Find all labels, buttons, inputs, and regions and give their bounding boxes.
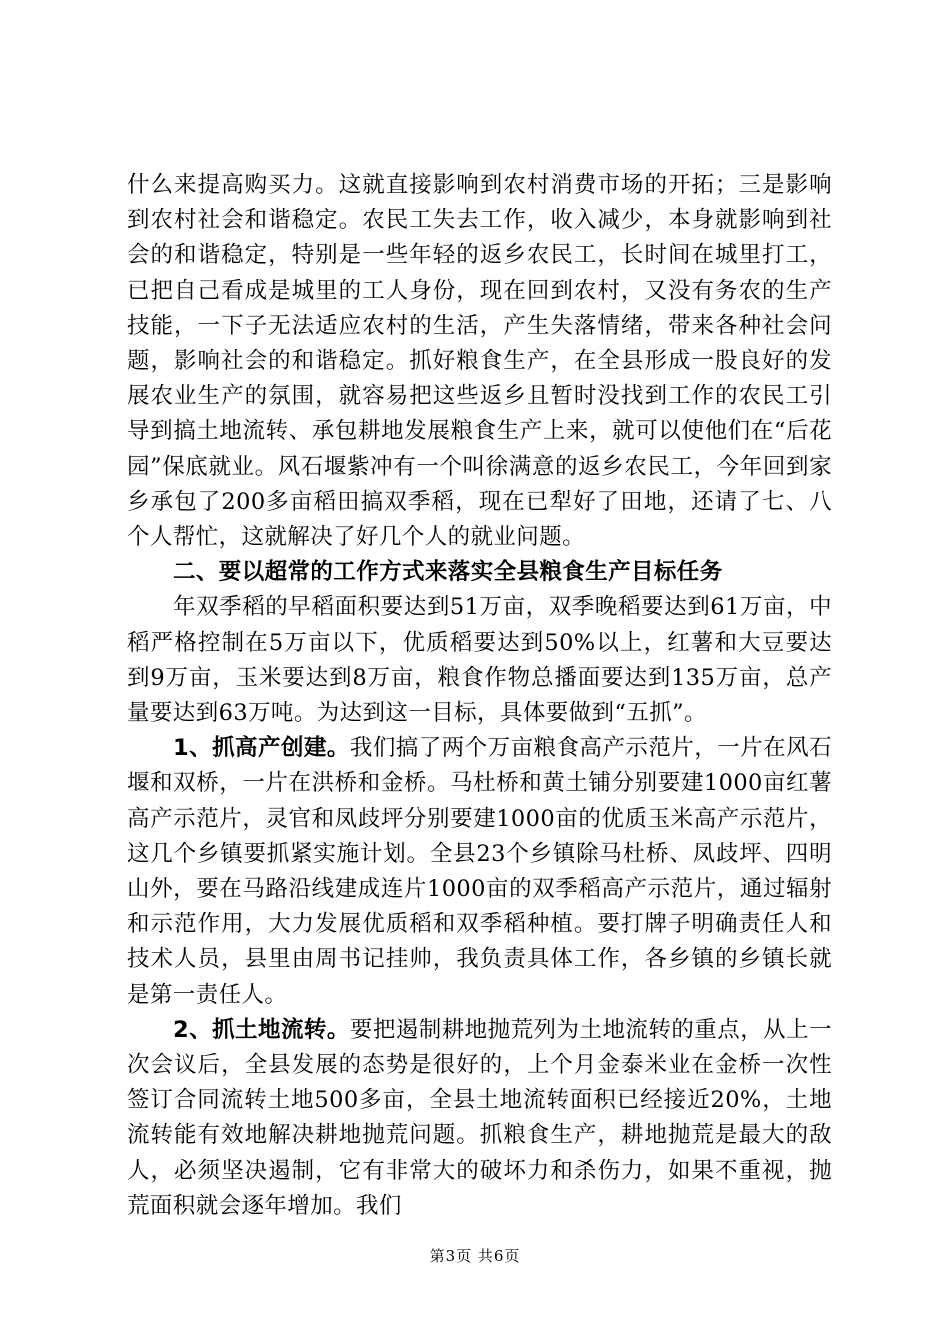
document-body (127, 168, 832, 1224)
paragraph-continuation: 什么来提高购买力。这就直接影响到农村消费市场的开拓；三是影响到农村社会和谐稳定。农民工失去工作，收入减少，本身就影响到社会的和谐稳定，特别是一些年轻的返乡农民工，长时间在城里打工，已把自己看成是城里的工人身份，现在回到农村，又没有务农的生产技能，一下子无法适应农村的生活，产生失落情绪，带来各种社会问题，影响社会的和谐稳定。抓好粮食生产，在全县形成一股良好的发展农业生产的氛围，就容易把这些返乡且暂时没找到工作的农民工引导到搞土地流转、承包耕地发展粮食生产上来，就可以使他们在“后花园”保底就业。风石堰紫冲有一个叫徐满意的返乡农民工，今年回到家乡承包了200多亩稻田搞双季稻，现在已犁好了田地，还请了七、八个人帮忙，这就解决了好几个人的就业问题。 (127, 172, 832, 551)
paragraph-land-transfer (127, 1013, 832, 1224)
page-footer: 第3页 共6页 (429, 1247, 521, 1265)
paragraph-targets: 年双季稻的早稻面积要达到51万亩，双季晚稻要达到61万亩，中稻严格控制在5万亩以下，优质稻要达到50%以上，红薯和大豆要达到9万亩，玉米要达到8万亩，粮食作物总播面要达到135万亩，总产量要达到63万吨。为达到这一目标，具体要做到“五抓”。 (127, 594, 832, 727)
paragraph-text-high-yield: 我们搞了两个万亩粮食高产示范片，一片在风石堰和双桥，一片在洪桥和金桥。马杜桥和黄土铺分别要建1000亩红薯高产示范片，灵官和凤歧坪分别要建1000亩的优质玉米高产示范片，这几个乡镇要抓紧实施计划。全县23个乡镇除马杜桥、凤歧坪、四明山外，要在马路沿线建成连片1000亩的双季稻高产示范片，通过辐射和示范作用，大力发展优质稻和双季稻种植。要打牌子明确责任人和技术人员，县里由周书记挂帅，我负责具体工作，各乡镇的乡镇长就是第一责任人。 (127, 735, 832, 1008)
paragraph-lead-land-transfer: 2、抓土地流转。 (173, 1016, 350, 1043)
section-heading: 二、要以超常的工作方式来落实全县粮食生产目标任务 (173, 559, 723, 586)
paragraph-high-yield (127, 731, 832, 1013)
paragraph-text-land-transfer: 要把遏制耕地抛荒列为土地流转的重点，从上一次会议后，全县发展的态势是很好的，上个月金泰米业在金桥一次性签订合同流转土地500多亩，全县土地流转面积已经接近20%，土地流转能有效地解决耕地抛荒问题。抓粮食生产，耕地抛荒是最大的敌人，必须坚决遏制，它有非常大的破坏力和杀伤力，如果不重视，抛荒面积就会逐年增加。我们 (127, 1016, 832, 1219)
paragraph-lead-high-yield: 1、抓高产创建。 (173, 735, 350, 762)
